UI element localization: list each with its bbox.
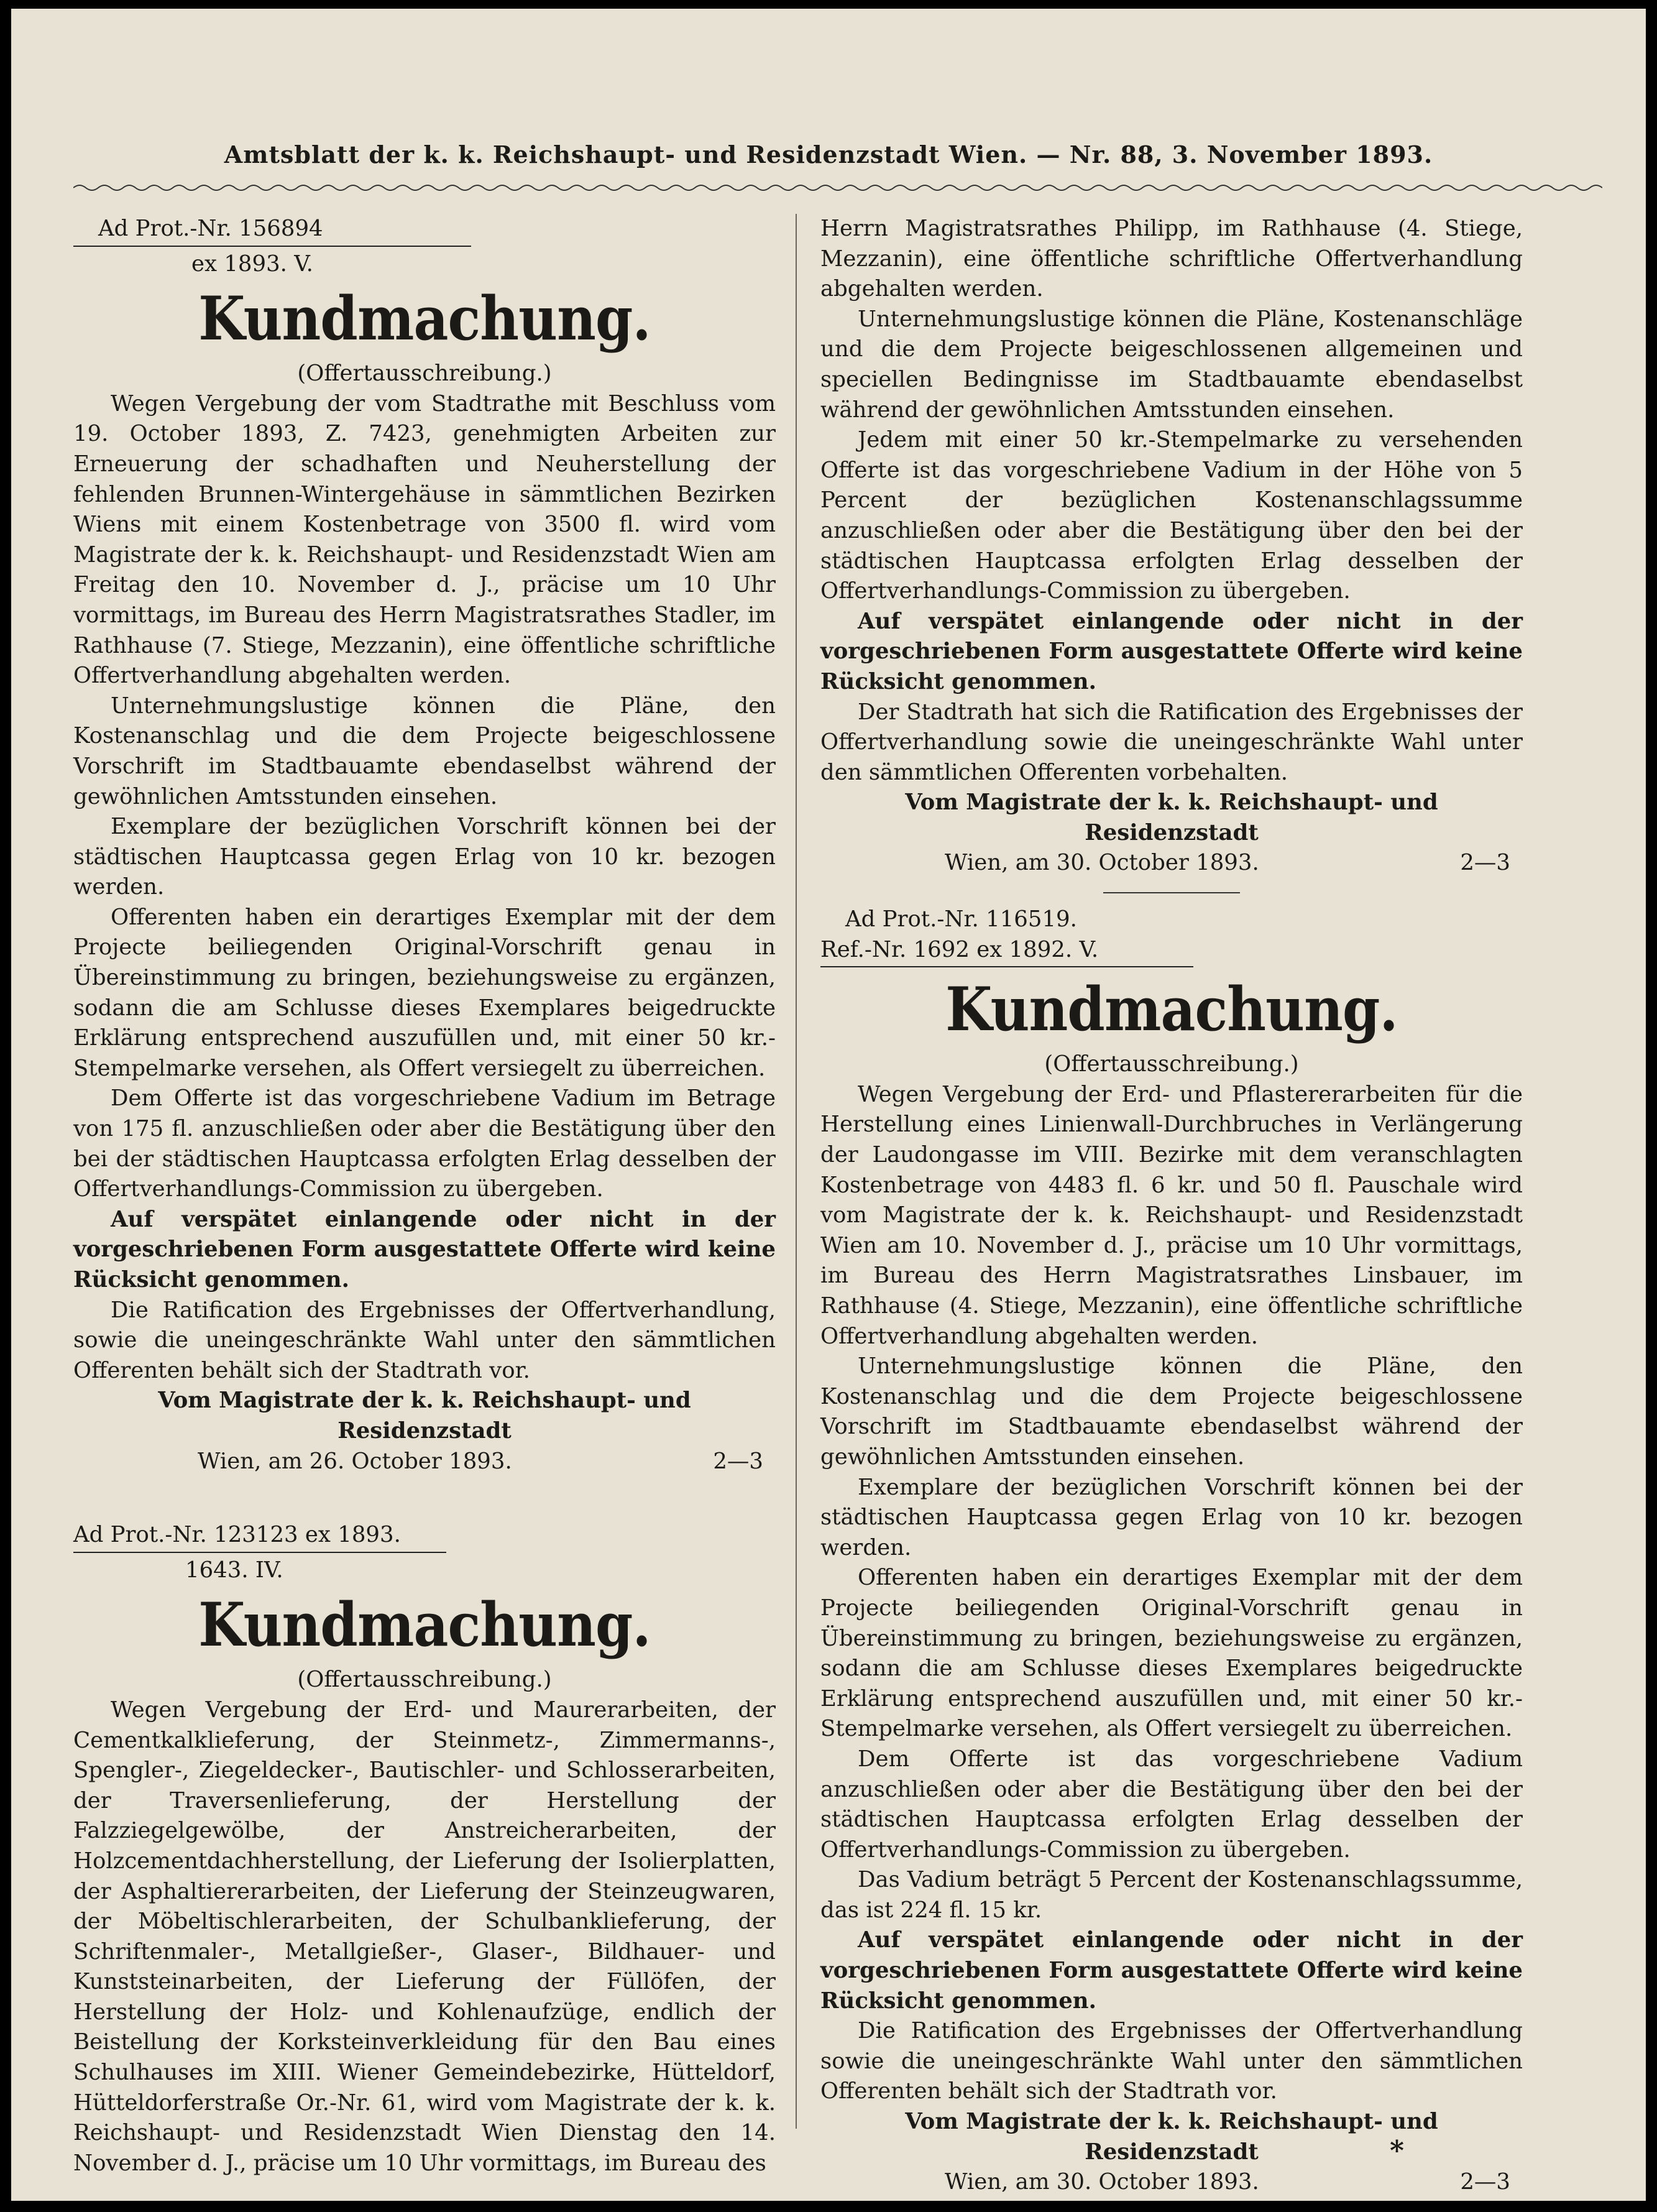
notice-1-signature: Vom Magistrate der k. k. Reichshaupt- und Residenzstadt: [158, 1388, 691, 1444]
notice-2-dateline: [820, 848, 1523, 878]
notice-2-title: Kundmachung.: [198, 1590, 651, 1661]
notice-1-paragraph: Dem Offerte ist das vorgeschriebene Vadium im Betrage von 175 fl. anzuschließen oder aber die Bestätigung über den bei der städtischen Hauptcassa erfolgten Erlag desselben der Offertverhandlungs-Commission zu übergeben.: [73, 1085, 776, 1202]
notice-3: [820, 905, 1523, 2198]
notice-2-continued: [820, 214, 1523, 878]
notice-3-paragraph: Unternehmungslustige können die Pläne, den Kostenanschlag und die dem Projecte beigeschlossene Vorschrift im Stadtbauamte ebendaselbst während der gewöhnlichen Amtsstunden einsehen.: [820, 1353, 1523, 1470]
notice-3-ref-number: Ref.-Nr. 1692 ex 1892. V.: [820, 935, 1193, 968]
notice-3-signature: Vom Magistrate der k. k. Reichshaupt- und Residenzstadt: [905, 2109, 1438, 2165]
notice-3-date: Wien, am 30. October 1893.: [945, 2169, 1259, 2195]
page-header: Amtsblatt der k. k. Reichshaupt- und Residenzstadt Wien. — Nr. 88, 3. November 1893.: [224, 141, 1433, 168]
notice-3-title: Kundmachung.: [945, 974, 1398, 1045]
notice-1-date: Wien, am 26. October 1893.: [198, 1448, 512, 1474]
notice-3-paragraph: Die Ratification des Ergebnisses der Offertverhandlung sowie die uneingeschränkte Wahl unter den sämmtlichen Offerenten behält sich der Stadtrath vor.: [820, 2018, 1523, 2104]
notice-separator: [1103, 892, 1240, 893]
notice-3-paragraph: Das Vadium beträgt 5 Percent der Kostenanschlagssumme, das ist 224 fl. 15 kr.: [820, 1867, 1523, 1923]
notice-3-paragraph: Wegen Vergebung der Erd- und Pflastererarbeiten für die Herstellung eines Linienwall-Durchbruches in Verlängerung der Laudongasse im VIII. Bezirke mit dem veranschlagten Kostenbetrage von 4483 fl. 6 kr. und 50 fl. Pauschale wird vom Magistrate der k. k. Reichshaupt- und Residenzstadt Wien am 10. November d. J., präcise um 10 Uhr vormittags, im Bureau des Herrn Magistratsrathes Linsbauer, im Rathhause (4. Stiege, Mezzanin), eine öffentliche schriftliche Offertverhandlung abgehalten werden.: [820, 1081, 1523, 1349]
notice-1: [73, 214, 776, 1477]
notice-3-subtitle: (Offertausschreibung.): [1044, 1051, 1299, 1077]
notice-1-paragraph: Die Ratification des Ergebnisses der Offertverhandlung, sowie die uneingeschränkte Wahl unter den sämmtlichen Offerenten behält sich der Stadtrath vor.: [73, 1297, 776, 1383]
notice-3-dateline: [820, 2167, 1523, 2198]
notice-2-paragraph: Wegen Vergebung der Erd- und Maurerarbeiten, der Cementkalklieferung, der Steinmetz-, Zimmermanns-, Spengler-, Ziegeldecker-, Bautischler- und Schlosserarbeiten, der Traversenlieferung, der Herstellung der Falzziegelgewölbe, der Anstreicherarbeiten, der Holzcementdachherstellung, der Lieferung der Isolierplatten, der Asphaltiererarbeiten, der Lieferung der Steinzeugwaren, der Möbeltischlerarbeiten, der Schulbanklieferung, der Schriftenmaler-, Metallgießer-, Glaser-, Bildhauer- und Kunststeinarbeiten, der Lieferung der Füllöfen, der Herstellung der Holz- und Kohlenaufzüge, endlich der Beistellung der Korksteinverkleidung für den Bau eines Schulhauses im XIII. Wiener Gemeindebezirke, Hütteldorf, Hütteldorferstraße Or.-Nr. 61, wird vom Magistrate der k. k. Reichshaupt- und Residenzstadt Wien Dienstag den 14. November d. J., präcise um 10 Uhr vormittags, im Bureau des: [73, 1697, 776, 2176]
notice-2-paragraph: Herrn Magistratsrathes Philipp, im Rathhause (4. Stiege, Mezzanin), eine öffentliche schriftliche Offertverhandlung abgehalten werden.: [820, 216, 1523, 302]
notice-2-date: Wien, am 30. October 1893.: [945, 850, 1259, 876]
notice-1-number: 2—3: [713, 1448, 763, 1474]
notice-1-paragraph: Exemplare der bezüglichen Vorschrift können bei der städtischen Hauptcassa gegen Erlag von 10 kr. bezogen werden.: [73, 814, 776, 900]
notice-2-paragraph: Unternehmungslustige können die Pläne, Kostenanschläge und die dem Projecte beigeschlossenen allgemeinen und speciellen Bedingnisse im Stadtbauamte ebendaselbst während der gewöhnlichen Amtsstunden einsehen.: [820, 306, 1523, 423]
notice-1-paragraph: Wegen Vergebung der vom Stadtrathe mit Beschluss vom 19. October 1893, Z. 7423, genehmigten Arbeiten zur Erneuerung der schadhaften und Neuherstellung der fehlenden Brunnen-Wintergehäuse in sämmtlichen Bezirken Wiens mit einem Kostenbetrage von 3500 fl. wird vom Magistrate der k. k. Reichshaupt- und Residenzstadt Wien am Freitag den 10. November d. J., präcise um 10 Uhr vormittags, im Bureau des Herrn Magistratsrathes Stadler, im Rathhause (7. Stiege, Mezzanin), eine öffentliche schriftliche Offertverhandlung abgehalten werden.: [73, 390, 776, 689]
notice-2-ref-number: 1643. IV.: [185, 1557, 283, 1583]
notice-2-ref: Ad Prot.-Nr. 123123 ex 1893.: [73, 1520, 446, 1553]
notice-1-ref: Ad Prot.-Nr. 156894: [73, 214, 471, 247]
notice-2-subtitle: (Offertausschreibung.): [297, 1667, 552, 1693]
notice-1-title: Kundmachung.: [198, 283, 651, 354]
notice-3-paragraph: Offerenten haben ein derartiges Exemplar mit der dem Projecte beiliegenden Original-Vorschrift genau in Übereinstimmung zu bringen, beziehungsweise zu ergänzen, sodann die am Schlusse dieses Exemplares beigedruckte Erklärung entsprechend auszufüllen und, mit einer 50 kr.-Stempelmarke versehen, als Offert versiegelt zu überreichen.: [820, 1565, 1523, 1742]
notice-1-paragraph: Offerenten haben ein derartiges Exemplar mit der dem Projecte beiliegenden Original-Vorschrift genau in Übereinstimmung zu bringen, beziehungsweise zu ergänzen, sodann die am Schlusse dieses Exemplares beigedruckte Erklärung entsprechend auszufüllen und, mit einer 50 kr.-Stempelmarke versehen, als Offert versiegelt zu überreichen.: [73, 904, 776, 1081]
left-column: [73, 214, 776, 2178]
notice-1-dateline: [73, 1447, 776, 1477]
notice-3-ref: Ad Prot.-Nr. 116519.: [845, 906, 1077, 933]
notice-3-paragraph: Exemplare der bezüglichen Vorschrift können bei der städtischen Hauptcassa gegen Erlag von 10 kr. bezogen werden.: [820, 1474, 1523, 1560]
right-column: [820, 214, 1523, 2198]
notice-3-number: 2—3: [1460, 2169, 1510, 2195]
notice-1-subtitle: (Offertausschreibung.): [297, 361, 552, 387]
notice-3-paragraph-bold: Auf verspätet einlangende oder nicht in der vorgeschriebenen Form ausgestattete Offerte wird keine Rücksicht genommen.: [820, 1927, 1523, 2014]
footer-star: *: [1390, 2135, 1405, 2167]
header-wavy-rule: [73, 183, 1602, 193]
notice-2: [73, 1520, 776, 2178]
notice-3-paragraph: Dem Offerte ist das vorgeschriebene Vadium anzuschließen oder aber die Bestätigung über den bei der städtischen Hauptcassa erfolgten Erlag desselben der Offertverhandlungs-Commission zu übergeben.: [820, 1746, 1523, 1863]
notice-2-number: 2—3: [1460, 850, 1510, 876]
notice-2-paragraph: Der Stadtrath hat sich die Ratification des Ergebnisses der Offertverhandlung sowie die uneingeschränkte Wahl unter den sämmtlichen Offerenten vorbehalten.: [820, 699, 1523, 785]
notice-2-paragraph: Jedem mit einer 50 kr.-Stempelmarke zu versehenden Offerte ist das vorgeschriebene Vadium in der Höhe von 5 Percent der bezüglichen Kostenanschlagssumme anzuschließen oder aber die Bestätigung über den bei der städtischen Hauptcassa erfolgten Erlag desselben der Offertverhandlungs-Commission zu übergeben.: [820, 427, 1523, 604]
newspaper-page: [11, 9, 1646, 2201]
notice-2-signature: Vom Magistrate der k. k. Reichshaupt- und Residenzstadt: [905, 790, 1438, 846]
notice-1-ref-year: ex 1893. V.: [191, 251, 313, 277]
notice-1-paragraph-bold: Auf verspätet einlangende oder nicht in der vorgeschriebenen Form ausgestattete Offerte wird keine Rücksicht genommen.: [73, 1206, 776, 1293]
notice-1-paragraph: Unternehmungslustige können die Pläne, den Kostenanschlag und die dem Projecte beigeschlossene Vorschrift im Stadtbauamte ebendaselbst während der gewöhnlichen Amtsstunden einsehen.: [73, 693, 776, 809]
notice-2-paragraph-bold: Auf verspätet einlangende oder nicht in der vorgeschriebenen Form ausgestattete Offerte wird keine Rücksicht genommen.: [820, 608, 1523, 694]
column-divider: [796, 214, 797, 2129]
